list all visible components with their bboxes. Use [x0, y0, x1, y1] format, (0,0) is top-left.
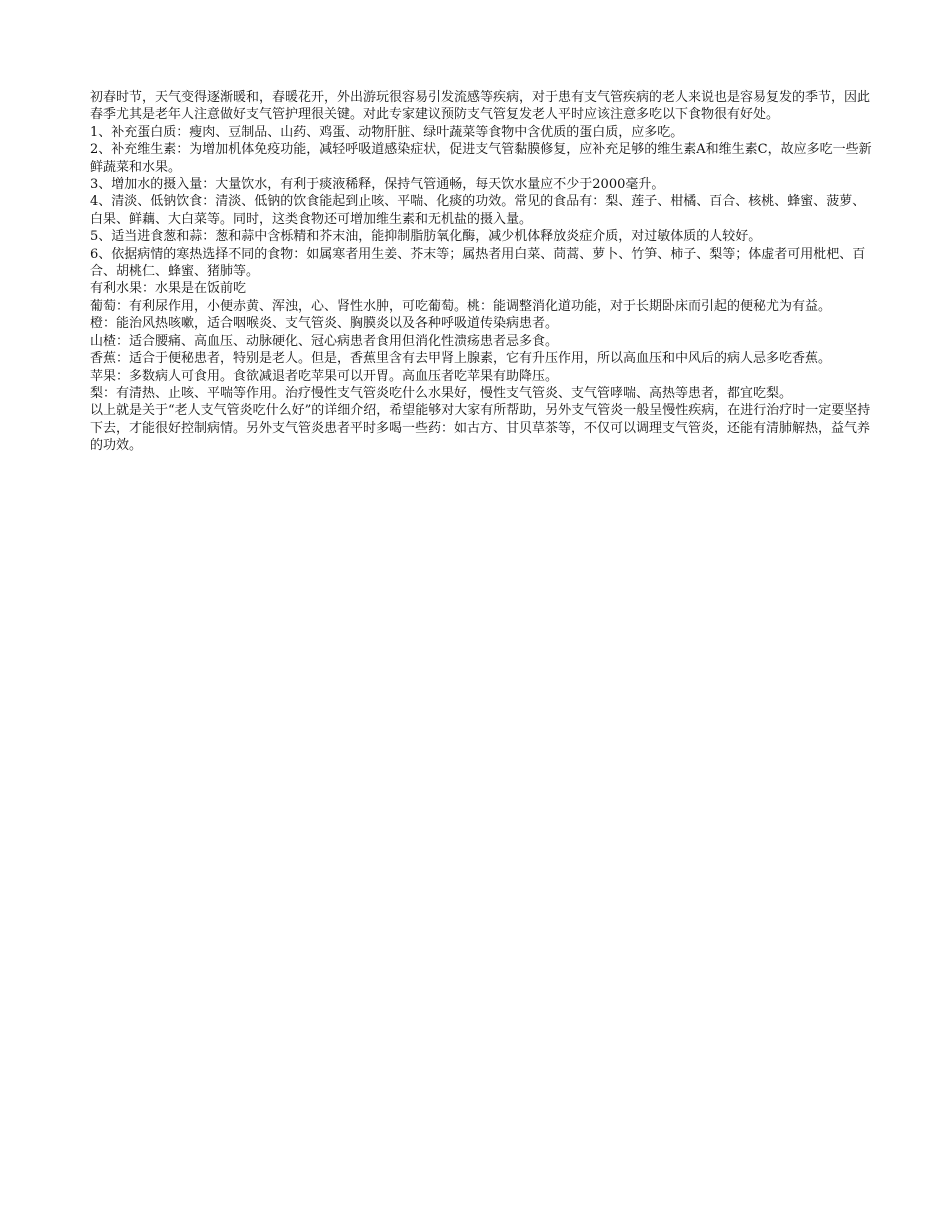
conclusion-paragraph: 以上就是关于“老人支气管炎吃什么好”的详细介绍，希望能够对大家有所帮助，另外支气管炎一般呈慢性疾病，在进行治疗时一定要坚持下去，才能很好控制病情。另外支气管炎患者平时多喝一些药：如古方、甘贝草茶等，不仅可以调理支气管炎，还能有清肺解热，益气养的功效。: [90, 403, 871, 454]
intro-paragraph: 初春时节，天气变得逐渐暖和，春暖花开，外出游玩很容易引发流感等疾病，对于患有支气管疾病的老人来说也是容易复发的季节，因此春季尤其是老年人注意做好支气管护理很关键。对此专家建议预防支气管复发老人平时应该注意多吃以下食物很有好处。: [90, 90, 871, 123]
document-body: [90, 89, 872, 455]
fruit-hawthorn: 山楂：适合腰痛、高血压、动脉硬化、冠心病患者食用但消化性溃疡患者忌多食。: [90, 333, 559, 349]
tip-protein: 1、补充蛋白质：瘦肉、豆制品、山药、鸡蛋、动物肝脏、绿叶蔬菜等食物中含优质的蛋白质，应多吃。: [90, 124, 684, 140]
tip-onion-garlic: 5、适当进食葱和蒜：葱和蒜中含栎精和芥末油，能抑制脂肪氧化酶，减少机体释放炎症介质，对过敏体质的人较好。: [90, 229, 762, 245]
fruit-heading: 有利水果：水果是在饭前吃: [90, 281, 247, 297]
fruit-orange: 橙：能治风热咳嗽，适合咽喉炎、支气管炎、胸膜炎以及各种呼吸道传染病患者。: [90, 316, 559, 332]
fruit-banana: 香蕉：适合于便秘患者，特别是老人。但是，香蕉里含有去甲肾上腺素，它有升压作用，所以高血压和中风后的病人忌多吃香蕉。: [90, 351, 832, 367]
tip-low-sodium: 4、清淡、低钠饮食：清淡、低钠的饮食能起到止咳、平喘、化痰的功效。常见的食品有：梨、莲子、柑橘、百合、核桃、蜂蜜、菠萝、白果、鲜藕、大白菜等。同时，这类食物还可增加维生素和无机盐的摄入量。: [90, 194, 866, 227]
tip-vitamins: 2、补充维生素：为增加机体免疫功能，减轻呼吸道感染症状，促进支气管黏膜修复，应补充足够的维生素A和维生素C，故应多吃一些新鲜蔬菜和水果。: [90, 142, 872, 175]
tip-water: 3、增加水的摄入量：大量饮水，有利于痰液稀释，保持气管通畅，每天饮水量应不少于2000毫升。: [90, 177, 665, 193]
fruit-apple: 苹果：多数病人可食用。食欲减退者吃苹果可以开胃。高血压者吃苹果有助降压。: [90, 368, 559, 384]
fruit-grape-peach: 葡萄：有利尿作用，小便赤黄、浑浊，心、肾性水肿，可吃葡萄。桃：能调整消化道功能，对于长期卧床而引起的便秘尤为有益。: [90, 298, 832, 314]
fruit-pear: 梨：有清热、止咳、平喘等作用。治疗慢性支气管炎吃什么水果好，慢性支气管炎、支气管哮喘、高热等患者，都宜吃梨。: [90, 385, 793, 401]
tip-cold-heat: 6、依据病情的寒热选择不同的食物：如属寒者用生姜、芥末等；属热者用白菜、茼蒿、萝卜、竹笋、柿子、梨等；体虚者可用枇杷、百合、胡桃仁、蜂蜜、猪肺等。: [90, 246, 866, 280]
